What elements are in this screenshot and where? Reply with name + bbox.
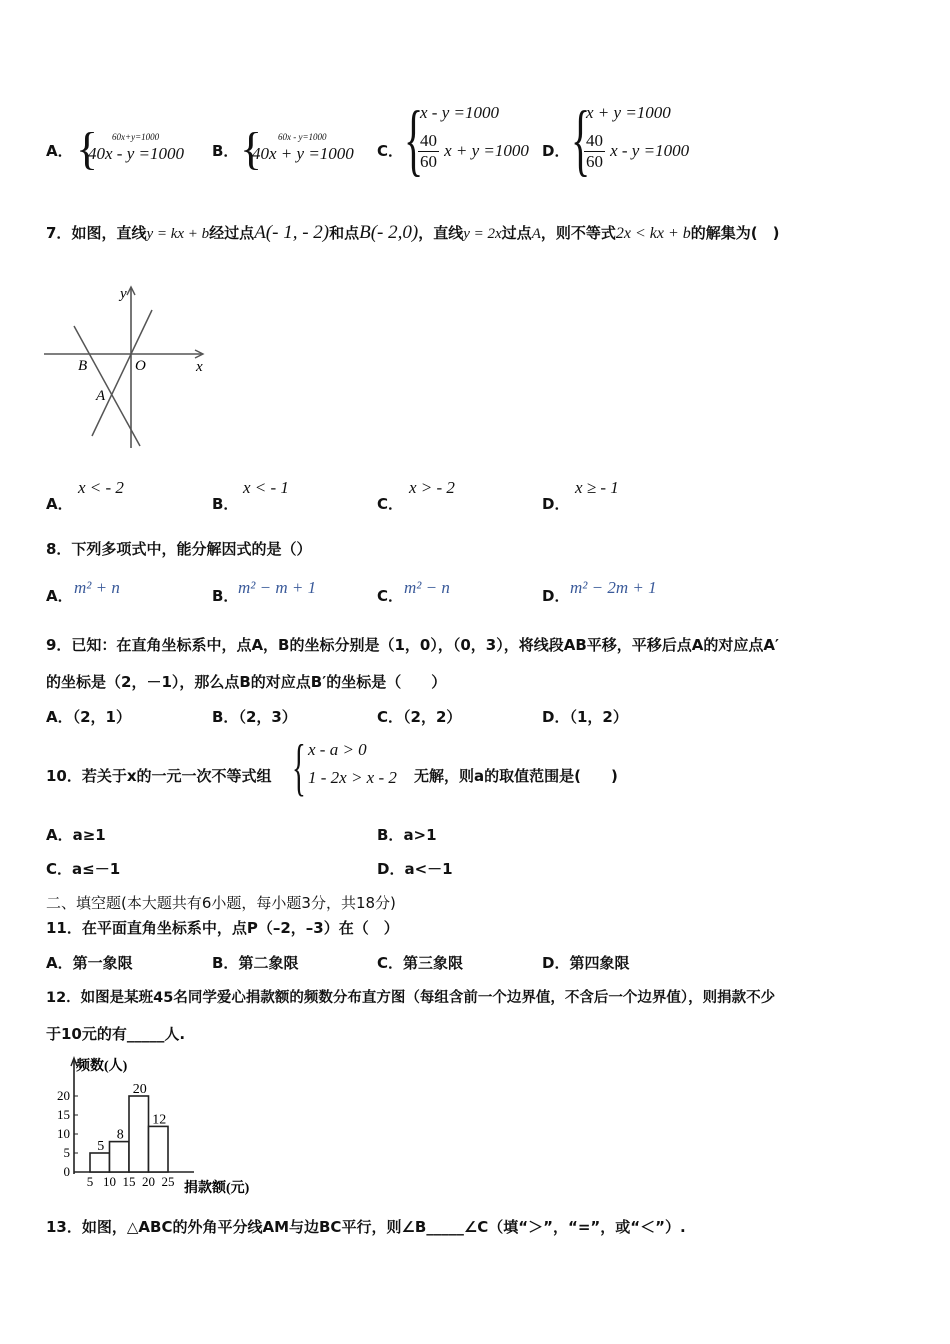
histogram-bar-20-25 — [149, 1126, 169, 1172]
q9-option-a-label: A． — [46, 708, 73, 726]
q6-option-c-frac-den: 60 — [420, 152, 437, 171]
q9-option-c-label: C． — [377, 708, 404, 726]
q10-system-eq1: x - a > 0 — [308, 740, 367, 759]
q9-stem-line1: 9．已知：在直角坐标系中，点A，B的坐标分别是（1，0），（0，3），将线段AB平移，平移后点A的对应点A′ — [46, 636, 779, 654]
histogram-y-axis-label: 频数(人) — [76, 1059, 128, 1074]
q8-option-b-expr: m² − m + 1 — [238, 578, 317, 597]
q7-number: 7． — [46, 224, 72, 242]
q9-option-b — [212, 706, 297, 727]
q11-option-b — [212, 952, 298, 973]
q7-math-line: y = kx + b — [146, 226, 210, 242]
q6-option-c-frac-num: 40 — [420, 131, 437, 150]
q7-graph-y-label: y — [120, 286, 127, 302]
q7-option-d-expr: x ≥ - 1 — [575, 478, 619, 497]
q10-option-c — [46, 858, 120, 879]
q11-option-d-expr: 第四象限 — [569, 954, 630, 972]
q10-option-d-label: D． — [377, 860, 405, 878]
q10-option-a-label: A． — [46, 826, 73, 844]
q10-option-c-expr: a≤－1 — [72, 860, 121, 878]
q6-option-a-brace: { — [76, 123, 99, 174]
q7-math-point-a: A(- 1, - 2) — [254, 222, 330, 243]
q6-option-d-frac-den: 60 — [586, 152, 603, 171]
q10-option-b-expr: a>1 — [403, 826, 437, 844]
q10-system-brace: { — [292, 731, 306, 802]
q7-text-5: 过点 — [501, 224, 532, 242]
q6-option-b-eq1: 60x - y=1000 — [278, 132, 327, 142]
q10-stem-part2: 无解，则a的取值范围是( ) — [414, 767, 618, 785]
q10-option-b — [377, 824, 437, 845]
q7-text-1: 如图，直线 — [71, 224, 147, 242]
q12-stem-line1: 12．如图是某班45名同学爱心捐款额的频数分布直方图（每组含前一个边界值，不含后一个边界值），则捐款不少 — [46, 990, 776, 1006]
q6-option-c-brace: { — [404, 96, 424, 184]
q6-option-d-frac-num: 40 — [586, 131, 603, 150]
histogram-y-tick-label-0: 0 — [63, 1164, 70, 1179]
q7-text-2: 经过点 — [209, 224, 255, 242]
q11-option-c-label: C． — [377, 954, 404, 972]
q6-option-b-brace: { — [240, 123, 263, 174]
q8-option-d-label: D． — [542, 587, 570, 605]
histogram-bar-label-15-20: 20 — [132, 1082, 147, 1097]
histogram-bar-15-20 — [129, 1096, 149, 1172]
q10-system-eq2: 1 - 2x > x - 2 — [308, 768, 397, 787]
q10-option-a-expr: a≥1 — [72, 826, 106, 844]
q11-stem: 11．在平面直角坐标系中，点P（–2，–3）在（ ） — [46, 919, 399, 937]
q8-option-b-label: B． — [212, 587, 239, 605]
q11-option-d — [542, 952, 629, 973]
q9-option-a — [46, 706, 131, 727]
histogram-bar-label-5-10: 5 — [97, 1139, 105, 1154]
section-heading-fill-in: 二、填空题(本大题共有6小题，每小题3分，共18分) — [46, 894, 396, 912]
q11-option-a-expr: 第一象限 — [72, 954, 133, 972]
histogram-x-tick-label-10: 10 — [103, 1174, 116, 1189]
histogram-x-tick-label-20: 20 — [142, 1174, 155, 1189]
q8-stem: 8．下列多项式中，能分解因式的是（） — [46, 540, 312, 558]
q6-option-c-eq2: x + y =1000 — [444, 141, 529, 160]
q7-math-line2: y = 2x — [463, 226, 502, 242]
q9-option-b-label: B． — [212, 708, 239, 726]
q7-option-d-label: D． — [542, 495, 570, 513]
q7-option-a-expr: x < - 2 — [78, 478, 124, 497]
histogram-y-tick-label-10: 10 — [57, 1126, 70, 1141]
q7-graph-a-label: A — [96, 388, 106, 404]
q7-option-c-label: C． — [377, 495, 404, 513]
histogram-y-tick-label-15: 15 — [57, 1107, 70, 1122]
q7-stem — [46, 222, 780, 244]
q10-option-b-label: B． — [377, 826, 404, 844]
q10-option-d — [377, 858, 453, 879]
q9-option-c — [377, 706, 461, 727]
q7-graph — [44, 278, 219, 453]
histogram-bar-5-10 — [90, 1153, 110, 1172]
q6-option-b-label: B． — [212, 142, 239, 160]
histogram-y-tick-label-5: 5 — [63, 1145, 70, 1160]
histogram-y-tick-label-20: 20 — [57, 1088, 70, 1103]
q7-option-a-label: A． — [46, 495, 73, 513]
q7-math-a: A — [531, 226, 541, 242]
q7-graph-origin-label: O — [135, 358, 146, 374]
q7-graph-x-label: x — [196, 359, 203, 375]
q8-option-c-label: C． — [377, 587, 404, 605]
q13-stem: 13．如图，△ABC的外角平分线AM与边BC平行，则∠B_____∠C（填“＞”，“=”，或“＜”）. — [46, 1218, 686, 1236]
q11-option-d-label: D． — [542, 954, 570, 972]
q6-option-c-fraction — [418, 131, 439, 172]
histogram-x-tick-label-15: 15 — [122, 1174, 136, 1189]
q8-option-a-label: A． — [46, 587, 73, 605]
q6-option-d-eq2: x - y =1000 — [610, 141, 690, 160]
q9-option-d-label: D． — [542, 708, 570, 726]
q9-option-d-expr: （1，2） — [569, 708, 628, 726]
q10-stem-part1: 10．若关于x的一元一次不等式组 — [46, 767, 272, 785]
q11-option-c — [377, 952, 463, 973]
q7-option-b-expr: x < - 1 — [243, 478, 289, 497]
q12-histogram — [44, 1052, 274, 1200]
histogram-x-tick-label-25: 25 — [161, 1174, 175, 1189]
q11-option-b-label: B． — [212, 954, 239, 972]
q6-option-d-label: D． — [542, 142, 570, 160]
q11-option-b-expr: 第二象限 — [238, 954, 299, 972]
q7-math-point-b: B(- 2,0) — [359, 222, 419, 243]
q11-option-a-label: A． — [46, 954, 73, 972]
q6-option-c-eq1: x - y =1000 — [420, 103, 499, 122]
q7-graph-b-label: B — [78, 358, 88, 374]
q9-stem-line2: 的坐标是（2，－1），那么点B的对应点B′的坐标是（ ） — [46, 673, 447, 691]
q7-math-inequality: 2x < kx + b — [615, 225, 691, 242]
histogram-bar-10-15 — [110, 1142, 130, 1172]
q10-option-d-expr: a<－1 — [404, 860, 453, 878]
q8-option-a-expr: m² + n — [74, 578, 120, 597]
q7-text-7: 的解集为( ) — [690, 224, 780, 242]
q7-option-b-label: B． — [212, 495, 239, 513]
histogram-bar-label-20-25: 12 — [152, 1112, 167, 1128]
q6-option-d-brace: { — [571, 96, 591, 184]
histogram-bar-label-10-15: 8 — [116, 1127, 124, 1143]
q10-option-a — [46, 824, 106, 845]
q11-option-a — [46, 952, 133, 973]
q9-option-a-expr: （2，1） — [72, 708, 131, 726]
q7-text-4: ，直线 — [418, 224, 464, 242]
q10-option-c-label: C． — [46, 860, 73, 878]
q9-option-c-expr: （2，2） — [403, 708, 462, 726]
q8-option-c-expr: m² − n — [404, 578, 450, 597]
q7-line-kxb — [74, 326, 140, 446]
histogram-x-tick-label-5: 5 — [86, 1174, 94, 1189]
q7-option-c-expr: x > - 2 — [409, 478, 455, 497]
q6-option-b-eq2: 40x + y =1000 — [252, 144, 354, 163]
q6-option-c-label: C． — [377, 142, 404, 160]
q11-option-c-expr: 第三象限 — [403, 954, 464, 972]
q6-option-a-eq2: 40x - y =1000 — [88, 144, 184, 163]
q6-option-a-label: A． — [46, 142, 73, 160]
q6-option-a-eq1: 60x+y=1000 — [112, 132, 160, 142]
q6-option-d-eq1: x + y =1000 — [586, 103, 671, 122]
q8-option-d-expr: m² − 2m + 1 — [570, 578, 657, 597]
q7-text-6: ，则不等式 — [540, 224, 616, 242]
q9-option-d — [542, 706, 628, 727]
q6-option-d-fraction — [584, 131, 605, 172]
q12-stem-line2: 于10元的有_____人. — [46, 1025, 186, 1043]
histogram-x-axis-label: 捐款额(元) — [184, 1181, 250, 1196]
q7-text-3: 和点 — [329, 224, 360, 242]
q9-option-b-expr: （2，3） — [238, 708, 297, 726]
